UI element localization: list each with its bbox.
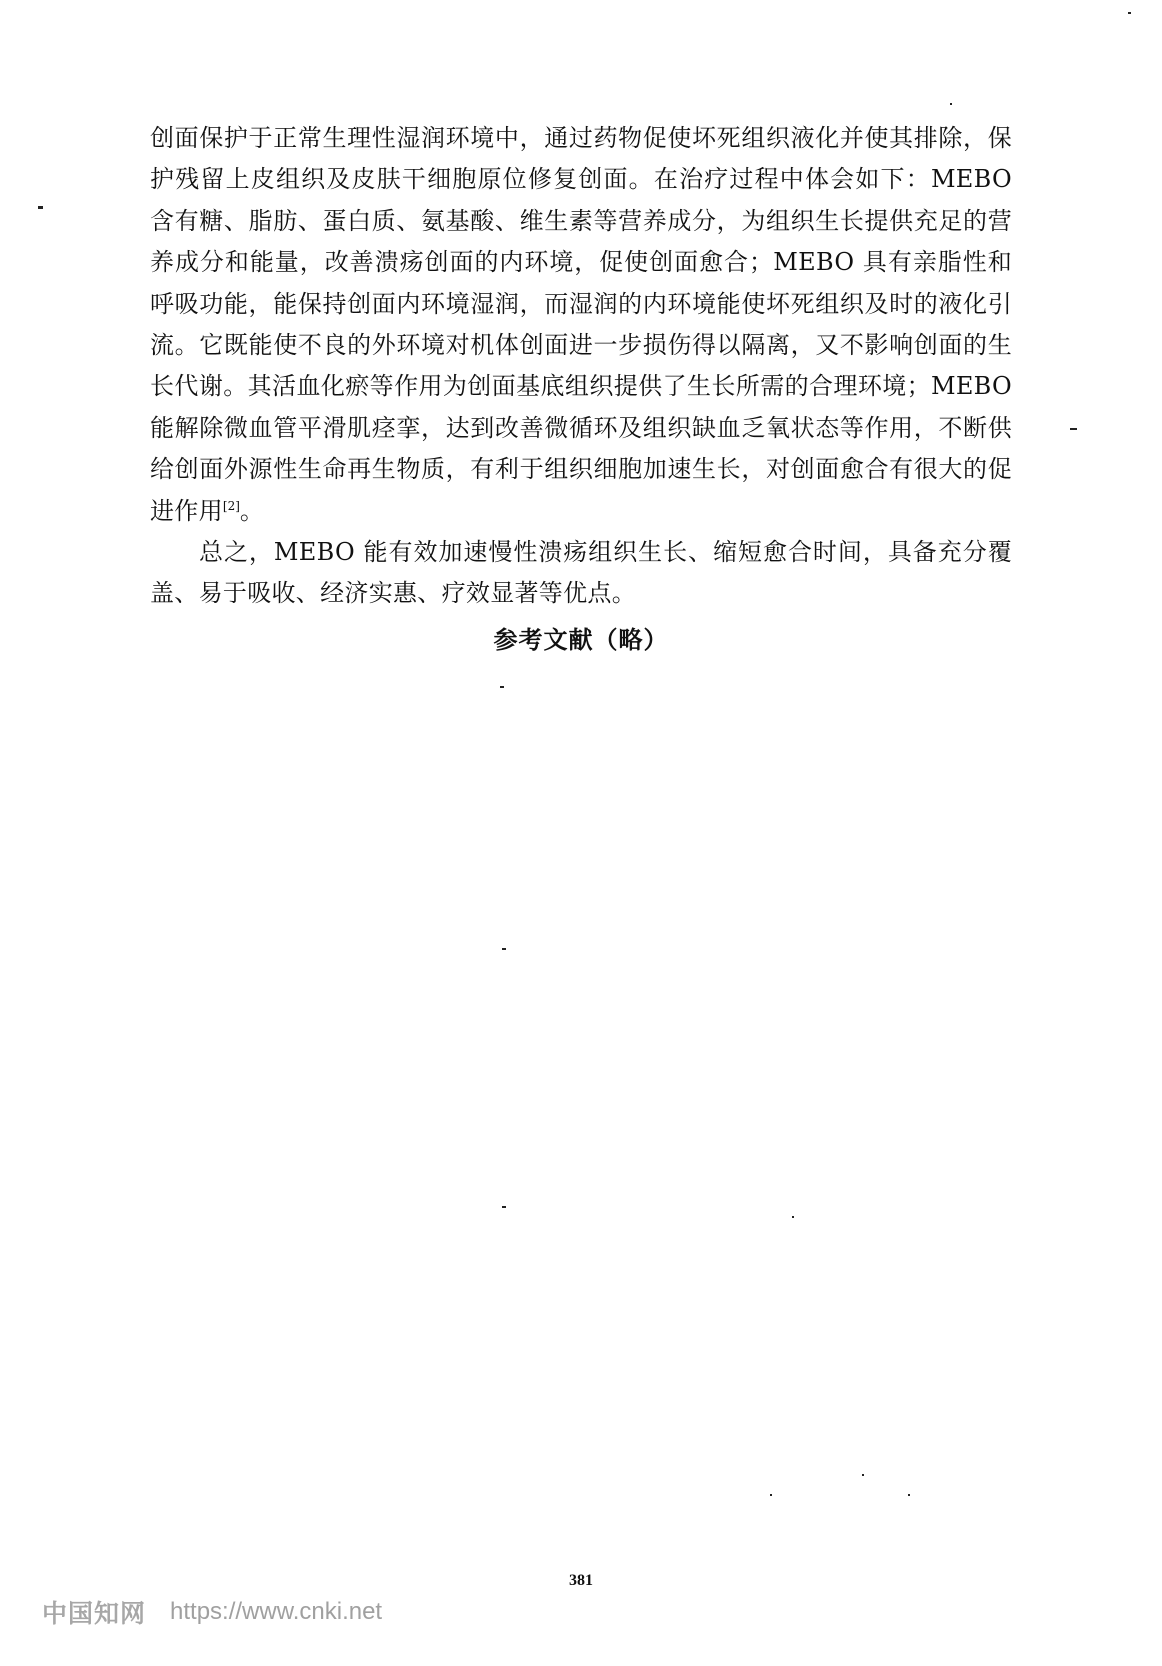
scan-speck: [862, 1474, 864, 1476]
cnki-watermark: [42, 1592, 382, 1632]
scan-speck: [500, 686, 504, 688]
body-text: [150, 118, 1012, 615]
scan-speck: [38, 206, 43, 209]
cnki-logo: 中国知网: [42, 1599, 147, 1628]
citation-marker: [2]: [222, 498, 240, 513]
scan-speck: [950, 103, 952, 105]
paragraph-1-end: 。: [239, 496, 265, 525]
paragraph-2: 总之，MEBO 能有效加速慢性溃疡组织生长、缩短愈合时间，具备充分覆盖、易于吸收、经济实惠、疗效显著等优点。: [150, 538, 1012, 608]
scan-speck: [1070, 428, 1077, 430]
page-number: 381: [569, 1572, 593, 1589]
scan-speck: [1128, 12, 1131, 14]
paragraph-1-text: 创面保护于正常生理性湿润环境中，通过药物促使坏死组织液化并使其排除，保护残留上皮组织及皮肤干细胞原位修复创面。在治疗过程中体会如下：MEBO 含有糖、脂肪、蛋白质、氨基酸、维生素等营养成分，为组织生长提供充足的营养成分和能量，改善溃疡创面的内环境，促使创面愈合；MEBO 具有亲脂性和呼吸功能，能保持创面内环境湿润，而湿润的内环境能使坏死组织及时的液化引流。它既能使不良的外环境对机体创面进一步损伤得以隔离，又不影响创面的生长代谢。其活血化瘀等作用为创面基底组织提供了生长所需的合理环境；MEBO 能解除微血管平滑肌痉挛，达到改善微循环及组织缺血乏氧状态等作用，不断供给创面外源性生命再生物质，有利于组织细胞加速生长，对创面愈合有很大的促进作用: [150, 124, 1012, 525]
scan-speck: [770, 1494, 772, 1496]
scan-speck: [792, 1216, 794, 1218]
cnki-url: https://www.cnki.net: [170, 1598, 383, 1625]
scan-speck: [502, 948, 506, 950]
scan-speck: [502, 1206, 506, 1208]
references-heading: 参考文献（略）: [493, 625, 669, 654]
paragraph-1: [150, 118, 1012, 532]
scan-speck: [908, 1494, 910, 1496]
